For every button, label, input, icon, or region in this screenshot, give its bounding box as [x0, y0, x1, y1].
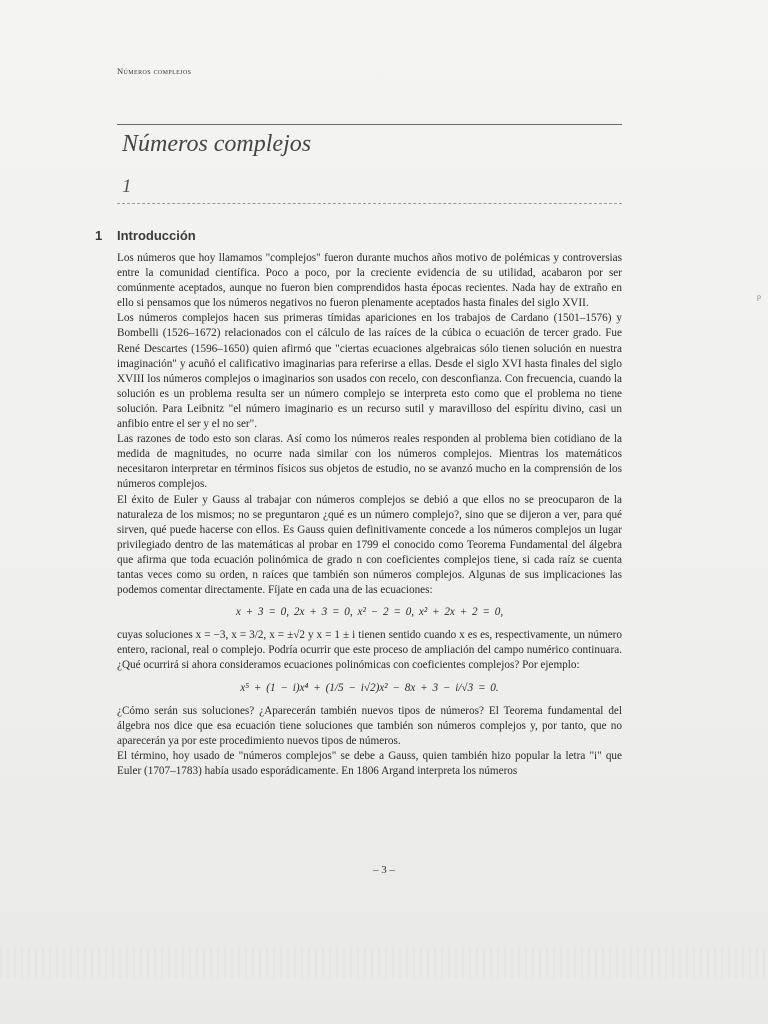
paragraph-5: cuyas soluciones x = −3, x = 3/2, x = ±√2 y x = 1 ± i tienen sentido cuando x es es, respectivamente, un número entero, racional, real o complejo. Podría ocurrir que este proceso de ampliación del campo numérico continuara. ¿Qué ocurrirá si ahora consideramos ecuaciones polinómicas con coeficientes complejos? Por ejemplo: [117, 629, 622, 672]
running-header: Números complejos [117, 66, 192, 76]
paragraph-3: Las razones de todo esto son claras. Así como los números reales responden al problema bien cotidiano de la medida de magnitudes, no ocurre nada similar con los números complejos. Mientras los matemáticos necesitaron interpretar en términos físicos sus objetos de estudio, no se avanzó mucho en la comprensión de los números complejos. [117, 433, 622, 491]
section-title: Introducción [117, 228, 196, 243]
scan-noise [0, 948, 768, 978]
paragraph-2: Los números complejos hacen sus primeras tímidas apariciones en los trabajos de Cardano (1501–1576) y Bombelli (1526–1672) relacionados con el cálculo de las raíces de la cúbica o ecuación de tercer grado. Fue René Descartes (1596–1650) quien afirmó que "ciertas ecuaciones algebraicas sólo tienen solución en nuestra imaginación" y acuñó el calificativo imaginarias para referirse a ellas. Desde el siglo XVI hasta finales del siglo XVIII los números complejos o imaginarios son usados con recelo, con desconfianza. Con frecuencia, cuando la solución es un problema resulta ser un número complejo se interpreta esto como que el problema no tiene solución. Para Leibnitz "el número imaginario es un recurso sutil y maravilloso del espíritu divino, casi un anfibio entre el ser y el no ser". [117, 312, 622, 431]
equation-2: x⁵ + (1 − i)x⁴ + (1/5 − i√2)x² − 8x + 3 − i/√3 = 0. [240, 681, 499, 694]
chapter-number: 1 [122, 176, 132, 197]
section-number: 1 [95, 228, 103, 243]
section-heading [95, 228, 196, 243]
top-rule [117, 124, 622, 125]
paragraph-7: El término, hoy usado de "números complejos" se debe a Gauss, quien también hizo popular la letra "i" que Euler (1707–1783) había usado esporádicamente. En 1806 Argand interpreta los números [117, 749, 622, 777]
chapter-title: Números complejos [122, 131, 312, 157]
paragraph-1: Los números que hoy llamamos "complejos" fueron durante muchos años motivo de polémicas y controversias entre la comunidad científica. Poco a poco, por la creciente evidencia de su utilidad, acabaron por ser comúnmente aceptados, aunque no fueron bien comprendidos hasta épocas recientes. Nada hay de extraño en ello si pensamos que los números negativos no fueron plenamente aceptados hasta finales del siglo XVII. [117, 252, 622, 310]
paragraph-4: El éxito de Euler y Gauss al trabajar con números complejos se debió a que ellos no se preocuparon de la naturaleza de los mismos; no se preguntaron ¿qué es un número complejo?, sino que se dijeron a ver, para qué sirven, qué puede hacerse con ellos. Es Gauss quien definitivamente concede a los números complejos un lugar privilegiado dentro de las matemáticas al probar en 1799 el conocido como Teorema Fundamental del álgebra que afirma que toda ecuación polinómica de grado n con coeficientes complejos tiene, si cada raíz se cuenta tantas veces como su orden, n raíces que también son números complejos. Algunas de sus implicaciones las podemos comentar directamente. Fíjate en cada una de las ecuaciones: [117, 493, 622, 597]
margin-mark: ρ [757, 292, 761, 301]
bottom-rule [117, 203, 622, 204]
paragraph-6: ¿Cómo serán sus soluciones? ¿Aparecerán también nuevos tipos de números? El Teorema fundamental del álgebra nos dice que esa ecuación tiene soluciones que también son números complejos y, por tanto, que no aparecerán ya por este procedimiento nuevos tipos de números. [117, 704, 622, 747]
body-text [117, 251, 622, 779]
page-number: – 3 – [373, 864, 395, 876]
equation-1: x + 3 = 0, 2x + 3 = 0, x² − 2 = 0, x² + 2x + 2 = 0, [235, 606, 504, 619]
